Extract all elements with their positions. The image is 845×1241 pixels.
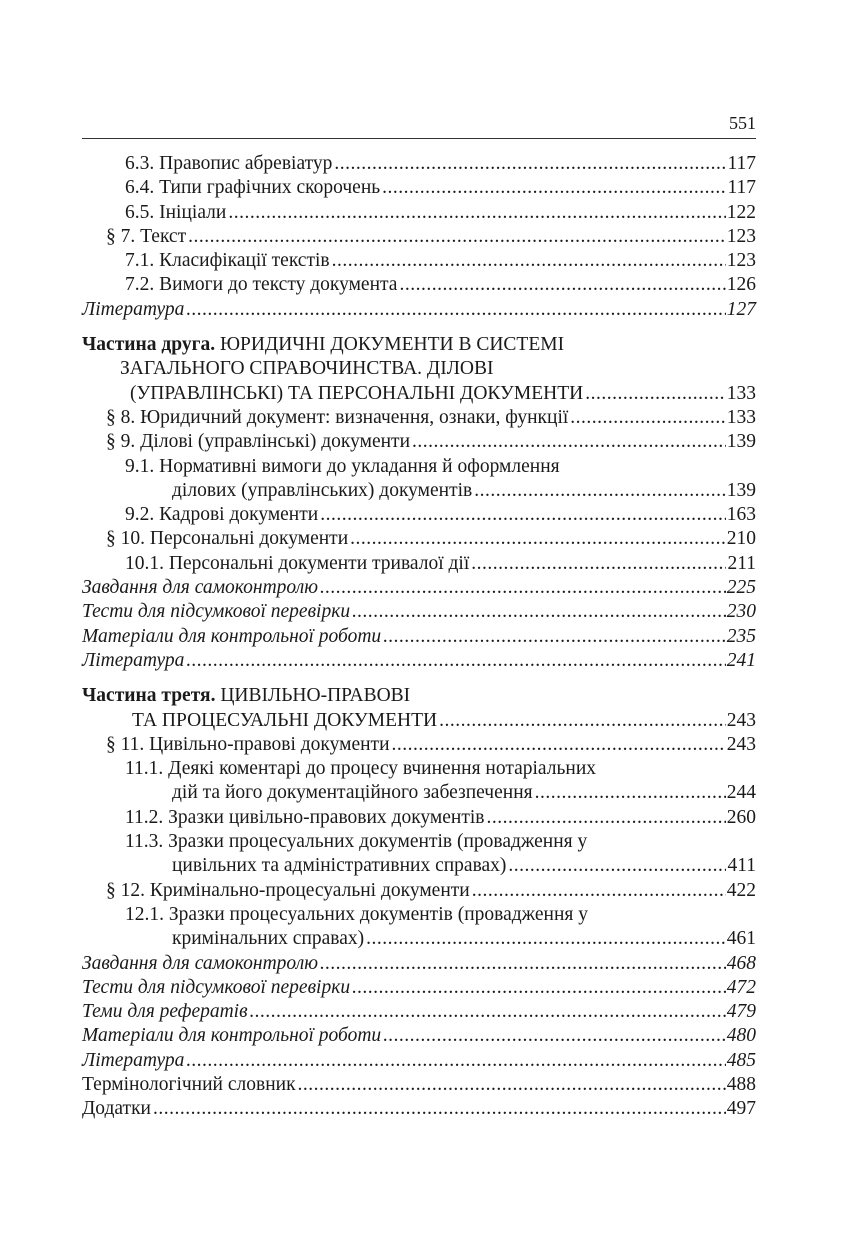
toc-entry-9-1-continued[interactable] xyxy=(82,479,756,503)
toc-page-number: 468 xyxy=(726,952,756,974)
toc-entry-section-7[interactable] xyxy=(82,225,756,249)
toc-entry-label: Література xyxy=(82,298,186,322)
toc-entry-11-2[interactable] xyxy=(82,806,756,830)
toc-entry-label: ділових (управлінських) документів xyxy=(172,479,474,503)
toc-entry-label: Тести для підсумкової перевірки xyxy=(82,976,352,1000)
toc-page-number: 126 xyxy=(726,274,756,296)
dot-leader xyxy=(383,625,726,649)
toc-page-number: 117 xyxy=(727,153,756,174)
toc-entry-6-5[interactable] xyxy=(82,201,756,225)
part-title: ЮРИДИЧНІ ДОКУМЕНТИ В СИСТЕМІ xyxy=(219,334,565,356)
toc-entry-12-1-continued[interactable] xyxy=(82,927,756,951)
part-label: Частина третя. xyxy=(82,685,216,707)
dot-leader xyxy=(188,225,726,249)
toc-entry-label: Завдання для самоконтролю xyxy=(82,952,320,976)
toc-page-number: 472 xyxy=(726,976,756,998)
toc-entry-literature-2[interactable] xyxy=(82,649,756,673)
toc-entry-tests-1[interactable] xyxy=(82,600,756,624)
dot-leader xyxy=(472,879,726,903)
toc-entry-tests-2[interactable] xyxy=(82,976,756,1000)
dot-leader xyxy=(228,201,725,225)
toc-entry-label: Додатки xyxy=(82,1097,153,1121)
toc-entry-label: кримінальних справах) xyxy=(172,927,366,951)
table-of-contents xyxy=(82,152,756,1122)
toc-entry-10-1[interactable] xyxy=(82,552,756,576)
toc-entry-materials-2[interactable] xyxy=(82,1024,756,1048)
toc-entry-label: § 11. Цивільно-правові документи xyxy=(106,733,392,757)
toc-entry-9-2[interactable] xyxy=(82,503,756,527)
toc-page-number: 480 xyxy=(726,1025,756,1047)
toc-page-number: 230 xyxy=(726,601,756,623)
toc-entry-label: Матеріали для контрольної роботи xyxy=(82,1024,383,1048)
toc-page-number: 127 xyxy=(726,298,756,320)
toc-page-number: 210 xyxy=(726,528,756,550)
dot-leader xyxy=(585,382,726,406)
dot-leader xyxy=(366,927,726,951)
dot-leader xyxy=(186,298,725,322)
dot-leader xyxy=(399,273,725,297)
dot-leader xyxy=(382,176,726,200)
toc-entry-label: § 9. Ділові (управлінські) документи xyxy=(106,430,412,454)
toc-page-number: 235 xyxy=(726,625,756,647)
dot-leader xyxy=(486,806,725,830)
dot-leader xyxy=(320,952,726,976)
dot-leader xyxy=(153,1097,726,1121)
dot-leader xyxy=(535,781,726,805)
toc-entry-label: § 12. Кримінально-процесуальні документи xyxy=(106,879,472,903)
toc-entry-11-3[interactable] xyxy=(82,830,756,854)
dot-leader xyxy=(352,976,726,1000)
toc-entry-label: 6.4. Типи графічних скорочень xyxy=(125,176,382,200)
toc-page-number: 497 xyxy=(726,1098,756,1120)
toc-entry-literature-3[interactable] xyxy=(82,1049,756,1073)
toc-page-number: 244 xyxy=(726,782,756,804)
toc-page-number: 225 xyxy=(726,577,756,599)
part-label: Частина друга. xyxy=(82,334,216,356)
dot-leader xyxy=(383,1024,726,1048)
toc-entry-label: Тести для підсумкової перевірки xyxy=(82,600,352,624)
toc-page-number: 461 xyxy=(726,928,756,950)
toc-entry-label: 7.2. Вимоги до тексту документа xyxy=(125,273,399,297)
toc-page-number: 241 xyxy=(726,649,756,671)
toc-entry-label: § 10. Персональні документи xyxy=(106,527,350,551)
toc-page-number: 117 xyxy=(727,177,756,199)
toc-entry-label: 11.3. Зразки процесуальних документів (провадження у xyxy=(125,831,588,853)
dot-leader xyxy=(332,249,726,273)
spacer xyxy=(82,322,756,333)
toc-entry-label: 11.1. Деякі коментарі до процесу вчинення нотаріальних xyxy=(125,758,597,780)
dot-leader xyxy=(186,649,725,673)
toc-part-three-heading-line2[interactable] xyxy=(82,709,756,733)
toc-entry-label: § 7. Текст xyxy=(106,225,188,249)
dot-leader xyxy=(439,709,726,733)
toc-part-two-heading-line2 xyxy=(82,357,756,381)
toc-entry-label: 12.1. Зразки процесуальних документів (провадження у xyxy=(125,903,588,925)
toc-part-two-heading-line3[interactable] xyxy=(82,382,756,406)
toc-page-number: 479 xyxy=(726,1001,756,1023)
toc-page-number: 243 xyxy=(726,733,756,755)
toc-entry-essay-topics[interactable] xyxy=(82,1000,756,1024)
toc-entry-label: Матеріали для контрольної роботи xyxy=(82,625,383,649)
toc-page-number: 139 xyxy=(726,431,756,453)
toc-part-three-heading[interactable] xyxy=(82,684,756,708)
dot-leader xyxy=(412,430,726,454)
toc-entry-label: цивільних та адміністративних справах) xyxy=(172,854,508,878)
page-number: 551 xyxy=(729,113,756,133)
dot-leader xyxy=(320,503,726,527)
toc-entry-6-4[interactable] xyxy=(82,176,756,200)
dot-leader xyxy=(392,733,726,757)
toc-page-number: 139 xyxy=(726,479,756,501)
dot-leader xyxy=(186,1049,725,1073)
toc-entry-label: 7.1. Класифікації текстів xyxy=(125,249,332,273)
toc-entry-12-1[interactable] xyxy=(82,903,756,927)
toc-entry-label: Завдання для самоконтролю xyxy=(82,576,320,600)
toc-entry-label: 10.1. Персональні документи тривалої дії xyxy=(125,552,471,576)
toc-entry-glossary[interactable] xyxy=(82,1073,756,1097)
toc-entry-label: 9.2. Кадрові документи xyxy=(125,503,320,527)
toc-entry-6-3[interactable] xyxy=(82,152,756,176)
dot-leader xyxy=(320,576,726,600)
toc-entry-label: 6.3. Правопис абревіатур xyxy=(125,152,334,176)
header-rule xyxy=(82,138,756,139)
dot-leader xyxy=(350,527,726,551)
toc-entry-materials-1[interactable] xyxy=(82,625,756,649)
toc-entry-section-11[interactable] xyxy=(82,733,756,757)
toc-entry-label: Література xyxy=(82,1049,186,1073)
dot-leader xyxy=(570,406,725,430)
toc-entry-7-1[interactable] xyxy=(82,249,756,273)
toc-page-number: 133 xyxy=(726,382,756,404)
toc-page-number: 260 xyxy=(726,806,756,828)
toc-entry-label: 9.1. Нормативні вимоги до укладання й оформлення xyxy=(125,455,560,477)
toc-entry-label: дій та його документаційного забезпечення xyxy=(172,781,535,805)
toc-page-number: 488 xyxy=(726,1073,756,1095)
toc-entry-9-1[interactable] xyxy=(82,455,756,479)
toc-page-number: 163 xyxy=(726,504,756,526)
toc-entry-appendices[interactable] xyxy=(82,1097,756,1121)
toc-entry-label: Теми для рефератів xyxy=(82,1000,250,1024)
dot-leader xyxy=(352,600,726,624)
toc-page-number: 485 xyxy=(726,1049,756,1071)
toc-entry-section-8[interactable] xyxy=(82,406,756,430)
dot-leader xyxy=(474,479,726,503)
toc-page-number: 123 xyxy=(726,225,756,247)
toc-page-number: 133 xyxy=(726,406,756,428)
toc-entry-11-1[interactable] xyxy=(82,757,756,781)
spacer xyxy=(82,673,756,684)
toc-page-number: 122 xyxy=(726,201,756,223)
toc-entry-11-1-continued[interactable] xyxy=(82,781,756,805)
toc-entry-label: 6.5. Ініціали xyxy=(125,201,228,225)
toc-page-number: 422 xyxy=(726,879,756,901)
toc-entry-label: 11.2. Зразки цивільно-правових документів xyxy=(125,806,486,830)
part-title-continued: ЗАГАЛЬНОГО СПРАВОЧИНСТВА. ДІЛОВІ xyxy=(120,358,494,380)
toc-page-number: 211 xyxy=(727,552,756,574)
toc-entry-label: Література xyxy=(82,649,186,673)
toc-page-number: 123 xyxy=(726,250,756,272)
toc-entry-section-12[interactable] xyxy=(82,879,756,903)
toc-entry-label: § 8. Юридичний документ: визначення, ознаки, функції xyxy=(106,406,570,430)
toc-entry-label: Термінологічний словник xyxy=(82,1073,298,1097)
toc-entry-self-control-1[interactable] xyxy=(82,576,756,600)
toc-entry-section-9[interactable] xyxy=(82,430,756,454)
dot-leader xyxy=(471,552,726,576)
toc-entry-self-control-2[interactable] xyxy=(82,952,756,976)
toc-entry-11-3-continued[interactable] xyxy=(82,854,756,878)
toc-entry-7-2[interactable] xyxy=(82,273,756,297)
dot-leader xyxy=(298,1073,726,1097)
toc-entry-section-10[interactable] xyxy=(82,527,756,551)
toc-entry-label: (УПРАВЛІНСЬКІ) ТА ПЕРСОНАЛЬНІ ДОКУМЕНТИ xyxy=(130,382,585,406)
toc-entry-label: ТА ПРОЦЕСУАЛЬНІ ДОКУМЕНТИ xyxy=(132,709,439,733)
dot-leader xyxy=(508,854,726,878)
toc-part-two-heading[interactable] xyxy=(82,333,756,357)
toc-page-number: 411 xyxy=(727,855,756,877)
toc-entry-literature-1[interactable] xyxy=(82,298,756,322)
part-title: ЦИВІЛЬНО-ПРАВОВІ xyxy=(220,685,411,707)
dot-leader xyxy=(334,152,726,176)
toc-page-number: 243 xyxy=(726,709,756,731)
dot-leader xyxy=(250,1000,726,1024)
